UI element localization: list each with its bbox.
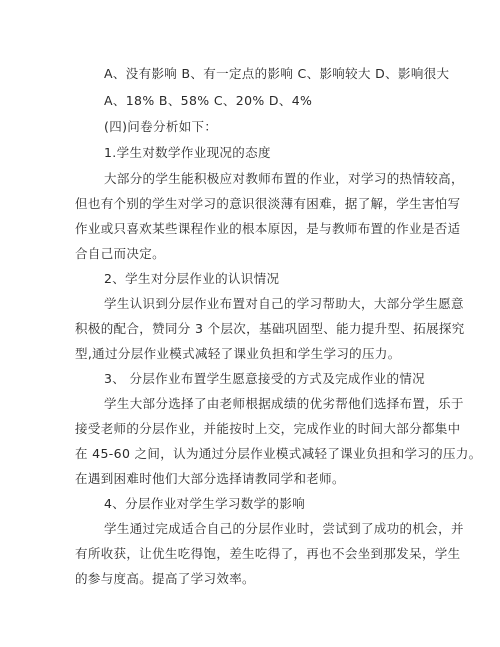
item3-paragraph-line: 在 45-60 之间，认为通过分层作业模式减轻了课业负担和学习的压力。 bbox=[75, 446, 482, 461]
item2-paragraph-line: 学生认识到分层作业布置对自己的学习帮助大，大部分学生愿意 bbox=[104, 296, 464, 311]
item3-title: 3、 分层作业布置学生愿意接受的方式及完成作业的情况 bbox=[104, 371, 426, 386]
item4-paragraph-line: 的参与度高。提高了学习效率。 bbox=[75, 571, 255, 586]
item1-paragraph-line: 大部分的学生能积极应对教师布置的作业，对学习的热情较高， bbox=[104, 171, 464, 186]
options-line-2: A、18% B、58% C、20% D、4% bbox=[104, 93, 313, 108]
item4-title: 4、分层作业对学生学习数学的影响 bbox=[104, 496, 306, 511]
item1-paragraph-line: 作业或只喜欢某些课程作业的根本原因，是与教师布置的作业是否适 bbox=[75, 221, 461, 236]
section-heading: (四)问卷分析如下： bbox=[104, 119, 218, 134]
item4-paragraph-line: 有所收获，让优生吃得饱，差生吃得了，再也不会坐到那发呆，学生 bbox=[75, 546, 461, 561]
item3-paragraph-line: 接受老师的分层作业，并能按时上交，完成作业的时间大部分都集中 bbox=[75, 421, 461, 436]
item3-paragraph-line: 在遇到困难时他们大部分选择请教同学和老师。 bbox=[75, 471, 345, 486]
item2-title: 2、学生对分层作业的认识情况 bbox=[104, 271, 280, 286]
item1-paragraph-line: 合自己而决定。 bbox=[75, 246, 165, 261]
item2-paragraph-line: 型,通过分层作业模式减轻了课业负担和学生学习的压力。 bbox=[75, 346, 401, 361]
item2-paragraph-line: 积极的配合，赞同分 3 个层次，基础巩固型、能力提升型、拓展探究 bbox=[75, 321, 465, 336]
item1-title: 1.学生对数学作业现况的态度 bbox=[104, 145, 271, 160]
item3-paragraph-line: 学生大部分选择了由老师根据成绩的优劣帮他们选择布置，乐于 bbox=[104, 396, 464, 411]
options-line-1: A、没有影响 B、有一定点的影响 C、影响较大 D、影响很大 bbox=[104, 66, 450, 81]
item4-paragraph-line: 学生通过完成适合自己的分层作业时，尝试到了成功的机会，并 bbox=[104, 521, 464, 536]
item1-paragraph-line: 但也有个别的学生对学习的意识很淡薄有困难，据了解，学生害怕写 bbox=[75, 196, 461, 211]
